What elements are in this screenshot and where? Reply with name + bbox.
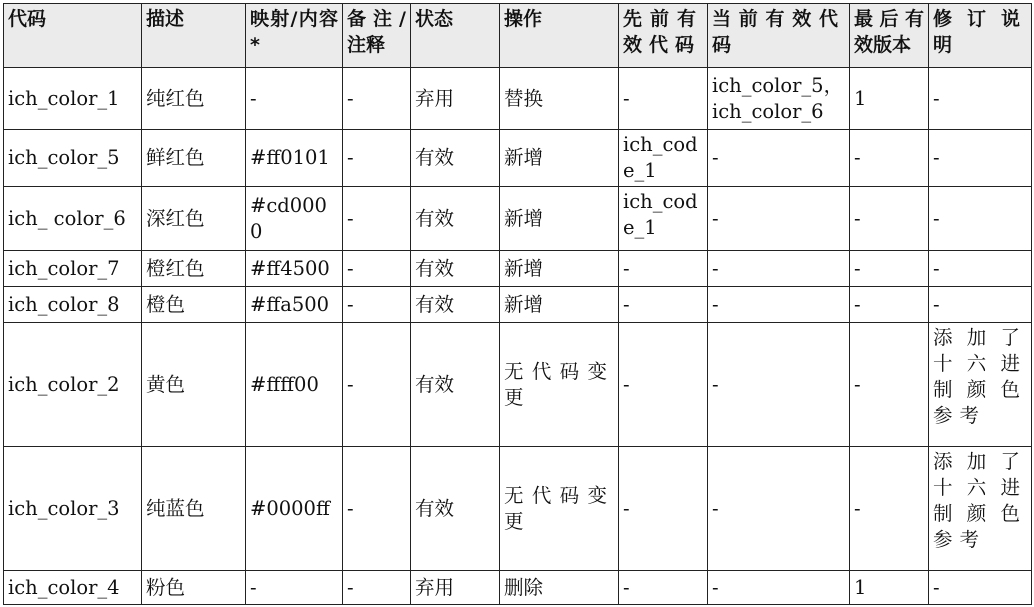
- header-notes: 备注/注释: [343, 4, 411, 68]
- cell-notes: -: [343, 251, 411, 287]
- cell-last-version: 1: [850, 571, 929, 605]
- cell-operation: 替换: [500, 68, 619, 130]
- cell-mapping: #ffa500: [246, 287, 343, 323]
- cell-previous-code: ich_code_1: [619, 187, 708, 251]
- cell-mapping: -: [246, 571, 343, 605]
- header-operation: 操作: [500, 4, 619, 68]
- cell-current-code: -: [708, 287, 850, 323]
- table-row: [4, 447, 1032, 571]
- cell-revision-note: -: [929, 130, 1032, 187]
- cell-revision-note: 添加了十六进制颜色参考: [929, 323, 1032, 447]
- cell-operation: 新增: [500, 287, 619, 323]
- table-row: [4, 287, 1032, 323]
- cell-status: 有效: [411, 447, 500, 571]
- cell-previous-code: -: [619, 287, 708, 323]
- table-row: [4, 130, 1032, 187]
- cell-code: ich_color_5: [4, 130, 142, 187]
- cell-last-version: -: [850, 287, 929, 323]
- table-row: [4, 571, 1032, 605]
- header-mapping: 映射/内容*: [246, 4, 343, 68]
- cell-revision-note: -: [929, 571, 1032, 605]
- table-row: [4, 68, 1032, 130]
- cell-operation: 新增: [500, 187, 619, 251]
- cell-mapping: #ffff00: [246, 323, 343, 447]
- header-description: 描述: [142, 4, 246, 68]
- cell-status: 有效: [411, 187, 500, 251]
- cell-status: 有效: [411, 287, 500, 323]
- cell-previous-code: -: [619, 68, 708, 130]
- cell-revision-note: 添加了十六进制颜色参考: [929, 447, 1032, 571]
- header-previous-code: 先前有效代码: [619, 4, 708, 68]
- cell-code: ich_color_4: [4, 571, 142, 605]
- cell-last-version: -: [850, 323, 929, 447]
- cell-status: 有效: [411, 130, 500, 187]
- cell-operation: 新增: [500, 251, 619, 287]
- cell-code: ich_color_7: [4, 251, 142, 287]
- cell-revision-note: -: [929, 187, 1032, 251]
- cell-status: 弃用: [411, 571, 500, 605]
- cell-mapping: #ff0101: [246, 130, 343, 187]
- cell-notes: -: [343, 287, 411, 323]
- cell-status: 弃用: [411, 68, 500, 130]
- cell-notes: -: [343, 571, 411, 605]
- cell-mapping: #ff4500: [246, 251, 343, 287]
- cell-current-code: ich_color_5，ich_color_6: [708, 68, 850, 130]
- cell-current-code: -: [708, 187, 850, 251]
- cell-current-code: -: [708, 571, 850, 605]
- cell-last-version: -: [850, 251, 929, 287]
- cell-notes: -: [343, 187, 411, 251]
- cell-mapping: -: [246, 68, 343, 130]
- cell-notes: -: [343, 447, 411, 571]
- cell-previous-code: ich_code_1: [619, 130, 708, 187]
- cell-description: 纯蓝色: [142, 447, 246, 571]
- cell-operation: 无代码变更: [500, 447, 619, 571]
- cell-notes: -: [343, 68, 411, 130]
- cell-operation: 新增: [500, 130, 619, 187]
- cell-description: 橙红色: [142, 251, 246, 287]
- cell-code: ich_color_2: [4, 323, 142, 447]
- cell-description: 深红色: [142, 187, 246, 251]
- header-status: 状态: [411, 4, 500, 68]
- cell-operation: 删除: [500, 571, 619, 605]
- header-revision-note: 修订说明: [929, 4, 1032, 68]
- cell-current-code: -: [708, 447, 850, 571]
- cell-current-code: -: [708, 323, 850, 447]
- cell-previous-code: -: [619, 323, 708, 447]
- cell-status: 有效: [411, 251, 500, 287]
- cell-code: ich_color_8: [4, 287, 142, 323]
- cell-mapping: #0000ff: [246, 447, 343, 571]
- cell-mapping: #cd0000: [246, 187, 343, 251]
- change-log-table: [3, 3, 1032, 605]
- cell-previous-code: -: [619, 447, 708, 571]
- cell-code: ich_color_1: [4, 68, 142, 130]
- cell-status: 有效: [411, 323, 500, 447]
- cell-code: ich_ color_6: [4, 187, 142, 251]
- cell-description: 黄色: [142, 323, 246, 447]
- cell-notes: -: [343, 323, 411, 447]
- cell-revision-note: -: [929, 68, 1032, 130]
- cell-current-code: -: [708, 251, 850, 287]
- header-code: 代码: [4, 4, 142, 68]
- cell-operation: 无代码变更: [500, 323, 619, 447]
- cell-description: 粉色: [142, 571, 246, 605]
- table-row: [4, 187, 1032, 251]
- cell-current-code: -: [708, 130, 850, 187]
- cell-previous-code: -: [619, 571, 708, 605]
- cell-revision-note: -: [929, 251, 1032, 287]
- cell-last-version: 1: [850, 68, 929, 130]
- header-last-version: 最后有效版本: [850, 4, 929, 68]
- cell-last-version: -: [850, 447, 929, 571]
- table-row: [4, 323, 1032, 447]
- cell-description: 纯红色: [142, 68, 246, 130]
- header-current-code: 当前有效代码: [708, 4, 850, 68]
- header-row: [4, 4, 1032, 68]
- cell-notes: -: [343, 130, 411, 187]
- cell-previous-code: -: [619, 251, 708, 287]
- cell-last-version: -: [850, 130, 929, 187]
- cell-description: 橙色: [142, 287, 246, 323]
- cell-revision-note: -: [929, 287, 1032, 323]
- cell-description: 鲜红色: [142, 130, 246, 187]
- cell-last-version: -: [850, 187, 929, 251]
- cell-code: ich_color_3: [4, 447, 142, 571]
- table-row: [4, 251, 1032, 287]
